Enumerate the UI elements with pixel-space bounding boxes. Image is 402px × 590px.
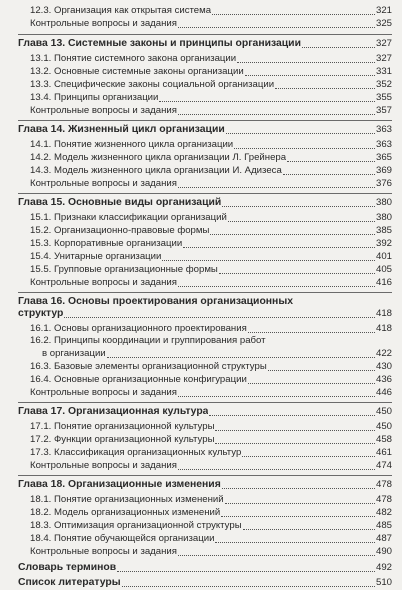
toc-chapter	[18, 478, 392, 491]
dot-leader	[221, 515, 375, 517]
dot-leader	[178, 395, 375, 397]
toc-entry-title: 15.2. Организационно-правовые формы	[30, 225, 210, 236]
toc-chapter	[18, 561, 392, 574]
dot-leader	[122, 585, 375, 587]
dot-leader	[178, 113, 375, 115]
toc-page-number: 327	[375, 53, 392, 64]
toc-entry	[30, 138, 392, 151]
dot-leader	[283, 173, 375, 175]
toc-page-number: 352	[375, 79, 392, 90]
toc-entry	[30, 493, 392, 506]
toc-chapter-title: Глава 15. Основные виды организаций	[18, 197, 222, 208]
toc-page-number: 450	[375, 421, 392, 432]
toc-entry-title: Контрольные вопросы и задания	[30, 460, 177, 471]
toc-entry	[30, 459, 392, 472]
toc-entry	[30, 420, 392, 433]
toc-entry-title: 17.1. Понятие организационной культуры	[30, 421, 215, 432]
toc-chapter-title-line2: структур	[18, 308, 64, 319]
toc-chapter	[18, 37, 392, 50]
toc-page-number: 510	[375, 577, 392, 588]
toc-page-number: 416	[375, 277, 392, 288]
toc-entry	[30, 506, 392, 519]
dot-leader	[268, 369, 375, 371]
toc-chapter	[18, 196, 392, 209]
toc-entry	[30, 446, 392, 459]
toc-entry-title: 18.3. Оптимизация организационной структуры	[30, 520, 242, 531]
toc-page-number: 363	[375, 124, 392, 135]
toc-entry-title: 13.3. Специфические законы социальной организации	[30, 79, 275, 90]
dot-leader	[287, 160, 375, 162]
toc-entry	[30, 17, 392, 30]
toc-page-number: 365	[375, 152, 392, 163]
toc-entry-title: 13.1. Понятие системного закона организации	[30, 53, 237, 64]
toc-page-number: 430	[375, 361, 392, 372]
toc-entry	[30, 532, 392, 545]
toc-chapter	[18, 576, 392, 589]
dot-leader	[226, 132, 375, 134]
toc-page-number: 355	[375, 92, 392, 103]
toc-entry-title: 17.2. Функции организационной культуры	[30, 434, 215, 445]
toc-page-number: 363	[375, 139, 392, 150]
toc-page-number: 401	[375, 251, 392, 262]
toc-entry	[30, 104, 392, 117]
dot-leader	[159, 100, 375, 102]
toc-entry	[30, 4, 392, 17]
toc-entry-title: Контрольные вопросы и задания	[30, 178, 177, 189]
toc-entry-title: 16.4. Основные организационные конфигурации	[30, 374, 247, 385]
chapter-divider	[18, 193, 392, 194]
dot-leader	[215, 429, 375, 431]
toc-page-number: 327	[375, 38, 392, 49]
toc-chapter-title: Глава 18. Организационные изменения	[18, 479, 221, 490]
toc-entry-line1: 16.2. Принципы координации и группирования работ	[30, 335, 266, 346]
dot-leader	[117, 570, 375, 572]
dot-leader	[222, 487, 375, 489]
dot-leader	[237, 61, 375, 63]
toc-page-number: 482	[375, 507, 392, 518]
toc-entry-title: 16.1. Основы организационного проектирования	[30, 323, 247, 334]
chapter-divider	[18, 34, 392, 35]
toc-page-number: 357	[375, 105, 392, 116]
toc-entry	[30, 65, 392, 78]
toc-entry-title: 18.2. Модель организационных изменений	[30, 507, 221, 518]
dot-leader	[243, 528, 375, 530]
toc-chapter	[18, 307, 392, 320]
toc-entry-title: 15.4. Унитарные организации	[30, 251, 162, 262]
toc-page-number: 405	[375, 264, 392, 275]
chapter-divider	[18, 292, 392, 293]
dot-leader	[215, 541, 375, 543]
toc-entry	[30, 250, 392, 263]
toc-entry-title: Контрольные вопросы и задания	[30, 105, 177, 116]
toc-chapter-title: Глава 13. Системные законы и принципы организации	[18, 38, 301, 49]
dot-leader	[162, 259, 375, 261]
toc-page-number: 385	[375, 225, 392, 236]
toc-chapter-title: Список литературы	[18, 577, 121, 588]
toc-entry	[30, 545, 392, 558]
dot-leader	[178, 468, 375, 470]
toc-page-number: 436	[375, 374, 392, 385]
toc-entry	[42, 347, 392, 360]
toc-entry-title: 18.4. Понятие обучающейся организации	[30, 533, 215, 544]
toc-entry	[30, 386, 392, 399]
toc-page-number: 450	[375, 406, 392, 417]
toc-page-number: 418	[375, 323, 392, 334]
toc-entry-title: 16.3. Базовые элементы организационной структуры	[30, 361, 267, 372]
toc-page-number: 392	[375, 238, 392, 249]
dot-leader	[245, 74, 375, 76]
dot-leader	[302, 46, 375, 48]
toc-entry-title: 17.3. Классификация организационных культур	[30, 447, 242, 458]
toc-chapter	[18, 123, 392, 136]
toc-entry-title-line2: в организации	[42, 348, 106, 359]
dot-leader	[248, 331, 375, 333]
dot-leader	[107, 356, 375, 358]
toc-entry-title: 15.5. Групповые организационные формы	[30, 264, 218, 275]
toc-page-number: 490	[375, 546, 392, 557]
toc-page-number: 485	[375, 520, 392, 531]
toc-entry	[30, 360, 392, 373]
toc-entry	[30, 263, 392, 276]
toc-page-number: 325	[375, 18, 392, 29]
dot-leader	[215, 442, 375, 444]
toc-entry-title: 14.3. Модель жизненного цикла организации И. Адизеса	[30, 165, 282, 176]
dot-leader	[228, 220, 375, 222]
dot-leader	[178, 554, 375, 556]
dot-leader	[225, 502, 375, 504]
toc-entry-title: Контрольные вопросы и задания	[30, 387, 177, 398]
toc-page-number: 380	[375, 197, 392, 208]
toc-entry	[30, 433, 392, 446]
toc-chapter-title: Глава 14. Жизненный цикл организации	[18, 124, 225, 135]
toc-entry-title: Контрольные вопросы и задания	[30, 277, 177, 288]
toc-entry	[30, 211, 392, 224]
dot-leader	[212, 13, 375, 15]
toc-entry	[30, 78, 392, 91]
toc-page-number: 478	[375, 479, 392, 490]
dot-leader	[219, 272, 375, 274]
dot-leader	[248, 382, 375, 384]
toc-page-number: 446	[375, 387, 392, 398]
toc-entry	[30, 322, 392, 335]
toc-entry	[30, 177, 392, 190]
toc-page-number: 422	[375, 348, 392, 359]
chapter-divider	[18, 402, 392, 403]
toc-entry	[30, 237, 392, 250]
toc-page-number: 376	[375, 178, 392, 189]
toc-entry	[30, 52, 392, 65]
toc-entry	[30, 164, 392, 177]
toc-entry	[30, 373, 392, 386]
toc-page-number: 461	[375, 447, 392, 458]
toc-entry-title: 14.1. Понятие жизненного цикла организации	[30, 139, 234, 150]
toc-chapter-title: Словарь терминов	[18, 562, 117, 573]
dot-leader	[64, 316, 375, 318]
toc-entry	[30, 224, 392, 237]
dot-leader	[210, 233, 375, 235]
toc-entry-title: 18.1. Понятие организационных изменений	[30, 494, 224, 505]
toc-page-number: 492	[375, 562, 392, 573]
toc-page-number: 321	[375, 5, 392, 16]
toc-entry	[30, 91, 392, 104]
toc-page-number: 474	[375, 460, 392, 471]
dot-leader	[234, 147, 375, 149]
chapter-divider	[18, 475, 392, 476]
toc-entry-title: Контрольные вопросы и задания	[30, 546, 177, 557]
toc-page-number: 478	[375, 494, 392, 505]
toc-entry-title: 12.3. Организация как открытая система	[30, 5, 212, 16]
dot-leader	[209, 414, 375, 416]
toc-entry	[30, 151, 392, 164]
dot-leader	[178, 186, 375, 188]
toc-chapter-title: Глава 17. Организационная культура	[18, 406, 209, 417]
dot-leader	[275, 87, 375, 89]
toc-entry-title: 13.2. Основные системные законы организации	[30, 66, 244, 77]
toc-page-number: 380	[375, 212, 392, 223]
toc-entry-title: 15.1. Признаки классификации организаций	[30, 212, 227, 223]
dot-leader	[178, 26, 375, 28]
toc-page-number: 458	[375, 434, 392, 445]
toc-page-number: 331	[375, 66, 392, 77]
dot-leader	[242, 455, 375, 457]
chapter-divider	[18, 120, 392, 121]
dot-leader	[183, 246, 375, 248]
toc-entry	[30, 519, 392, 532]
toc-entry-title: 14.2. Модель жизненного цикла организации Л. Грейнера	[30, 152, 287, 163]
dot-leader	[178, 285, 375, 287]
toc-page-number: 487	[375, 533, 392, 544]
toc-entry	[30, 276, 392, 289]
toc-chapter-line1: Глава 16. Основы проектирования организационных	[18, 296, 293, 307]
toc-page-number: 418	[375, 308, 392, 319]
dot-leader	[222, 205, 375, 207]
toc-entry-title: Контрольные вопросы и задания	[30, 18, 177, 29]
toc-chapter	[18, 405, 392, 418]
toc-entry-title: 13.4. Принципы организации	[30, 92, 159, 103]
toc-page-number: 369	[375, 165, 392, 176]
toc-entry-title: 15.3. Корпоративные организации	[30, 238, 183, 249]
